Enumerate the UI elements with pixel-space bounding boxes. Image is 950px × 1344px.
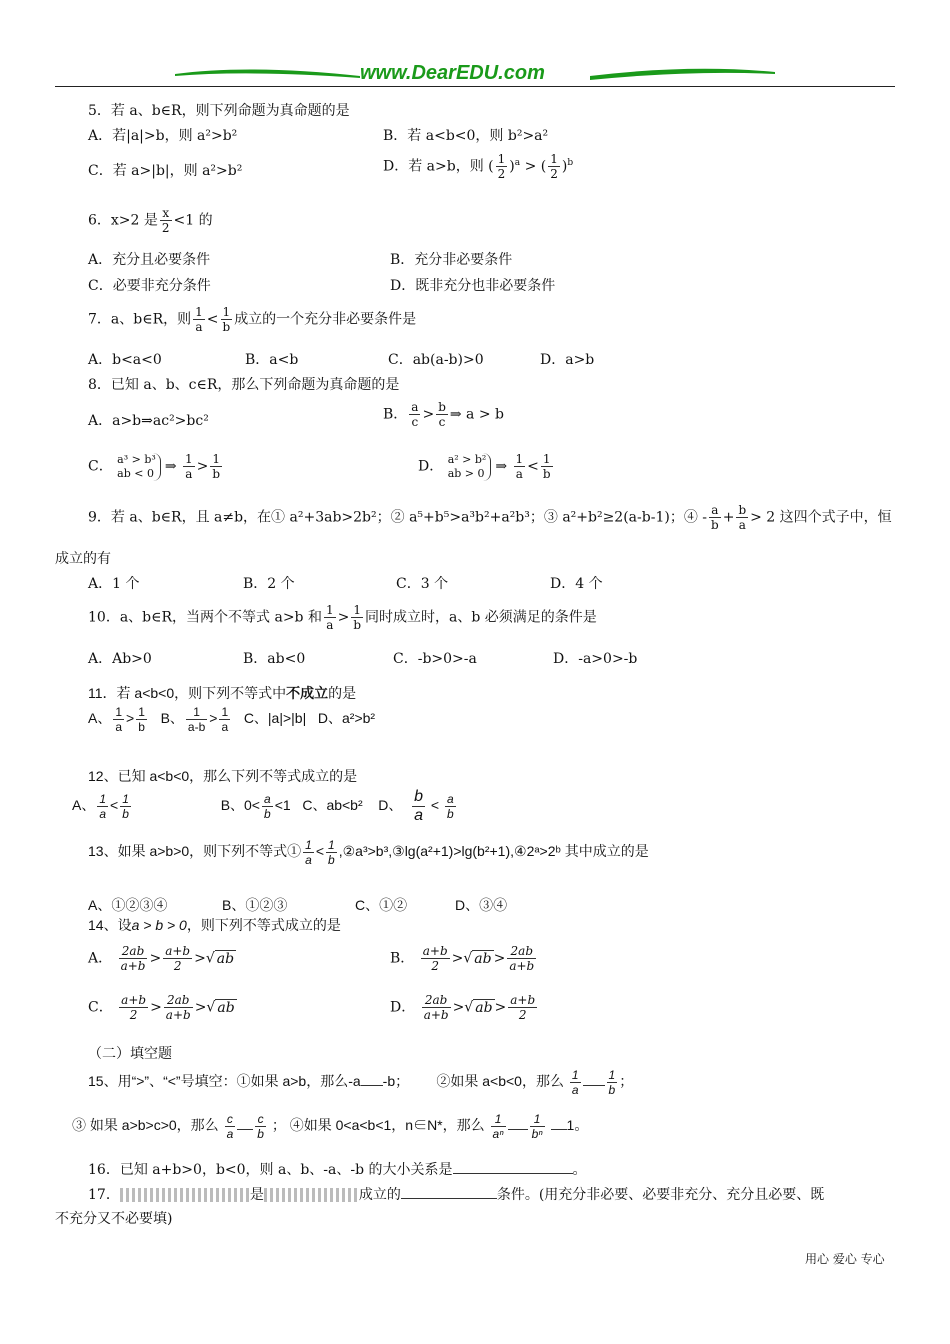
q13-option-b: B、①②③ <box>222 897 288 913</box>
q11-option-d: D、a²>b² <box>317 710 376 727</box>
fraction: $\frac{x}{2}$ <box>161 206 170 235</box>
q11-options: A、 $\frac{1}{a}$ > $\frac{1}{b}$ B、 $\frac{1}{a-b}$ > $\frac{1}{a}$ C、|a|>|b| D、a²>b² <box>88 705 376 734</box>
q8-option-c: C． a³ > b³ ab < 0 ⇒ $\frac{1}{a}$ > $\frac{1}{b}$ <box>88 452 221 481</box>
q5-option-b: B．若 a<b<0，则 b²>a² <box>383 128 549 144</box>
fraction: $\frac{1}{2}$ <box>550 152 558 181</box>
q5-option-d: D．若 a>b，则 ( $\frac{1}{2}$ )$^a$ > ( $\frac{1}{2}$ )$^b$ <box>383 152 574 181</box>
section-fill-in-title: （二）填空题 <box>88 1046 172 1062</box>
q6-option-a: A．充分且必要条件 <box>88 252 211 268</box>
q10-option-d: D．-a>0>-b <box>553 651 638 667</box>
header-rule <box>55 86 895 87</box>
q14-option-d: D． $\frac{2ab}{a+b}$ >√ ab > $\frac{a+b}{2}$ <box>390 993 536 1022</box>
q12-stem: 12、已知 a<b<0，那么下列不等式成立的是 <box>88 768 358 784</box>
q8-stem: 8．已知 a、b、c∈R，那么下列命题为真命题的是 <box>88 377 400 393</box>
q7-option-c: C．ab(a-b)>0 <box>388 352 484 368</box>
q7-stem: 7．a、b∈R，则 $\frac{1}{a}$ < $\frac{1}{b}$ 成立的一个充分非必要条件是 <box>88 305 417 334</box>
q9-stem-cont: 成立的有 <box>55 551 111 567</box>
q8-option-d: D． a² > b² ab > 0 ⇒ $\frac{1}{a}$ < $\frac{1}{b}$ <box>418 452 551 481</box>
q11-option-a: A、 <box>88 710 112 727</box>
q9-option-a: A．1 个 <box>88 576 140 592</box>
header-logo <box>170 62 780 86</box>
q8-option-b: B． $\frac{a}{c}$ > $\frac{b}{c}$ ⇒ a > b <box>383 400 504 429</box>
footer-text: 用心 爱心 专心 <box>805 1252 885 1266</box>
q6-option-d: D．既非充分也非必要条件 <box>390 278 556 294</box>
q7-option-b: B．a<b <box>245 352 299 368</box>
q13-option-a: A、①②③④ <box>88 897 168 913</box>
q17-condition-image-2 <box>264 1188 359 1202</box>
q14-stem: 14、设a > b > 0，则下列不等式成立的是 <box>88 917 341 933</box>
q7-option-d: D．a>b <box>540 352 595 368</box>
q7-option-a: A．b<a<0 <box>88 352 162 368</box>
q11-option-c: C、|a|>|b| <box>243 710 307 727</box>
q15-line1: 15、用“>”、“<”号填空：①如果 a>b，那么-a -b； ②如果 a<b<0，那么 $\frac{1}{a}$ $\frac{1}{b}$ ； <box>88 1068 634 1097</box>
q17-condition-image <box>120 1188 250 1202</box>
q10-option-a: A．Ab>0 <box>88 651 152 667</box>
q6-option-b: B．充分非必要条件 <box>390 252 513 268</box>
q13-stem: 13、如果 a>b>0，则下列不等式① $\frac{1}{a}$ < $\frac{1}{b}$ ,②a³>b³,③lg(a²+1)>lg(b²+1),④2ᵃ>2ᵇ 其中成立的是 <box>88 838 649 867</box>
q5-option-a: A．若|a|>b，则 a²>b² <box>88 128 238 144</box>
q11-stem: 11．若 a<b<0，则下列不等式中不成立的是 <box>88 685 357 701</box>
q6-stem: 6．x>2 是 $\frac{x}{2}$ <1 的 <box>88 206 213 235</box>
q8-option-a: A．a>b⇒ac²>bc² <box>88 413 209 429</box>
q10-option-b: B．ab<0 <box>243 651 306 667</box>
q5-option-d-label: D．若 a>b，则 <box>383 158 484 175</box>
q14-option-a: A． $\frac{2ab}{a+b}$ > $\frac{a+b}{2}$ >√ ab <box>88 944 235 973</box>
q9-option-c: C．3 个 <box>396 576 449 592</box>
logo-text: www.DearEDU.com <box>360 62 545 84</box>
q15-line2: ③ 如果 a>b>c>0，那么 $\frac{c}{a}$ $\frac{c}{b}$ ； ④如果 0<a<b<1，n∈N*，那么 $\frac{1}{\text{aⁿ}}$ $\frac{1}{\text{bⁿ}}$ 1。 <box>72 1112 589 1141</box>
q17: 17． 是 成立的 条件。(用充分非必要、必要非充分、充分且必要、既 <box>88 1187 825 1203</box>
q6-option-c: C．必要非充分条件 <box>88 278 211 294</box>
fraction: $\frac{1}{2}$ <box>497 152 506 181</box>
q12-options: A、 $\frac{1}{a}$ < $\frac{1}{b}$ B、0< $\frac{a}{b}$ <1 C、ab<b² D、 $\frac{b}{a}$ < $\frac{a}{b}$ <box>72 788 454 824</box>
q10-stem: 10．a、b∈R，当两个不等式 a>b 和 $\frac{1}{a}$ > $\frac{1}{b}$ 同时成立时，a、b 必须满足的条件是 <box>88 603 597 632</box>
q9-option-b: B．2 个 <box>243 576 295 592</box>
q5-stem: 5．若 a、b∈R，则下列命题为真命题的是 <box>88 103 350 119</box>
q12-option-c: C、ab<b² <box>302 797 363 814</box>
q11-option-b: B、 <box>160 710 184 727</box>
q14-option-b: B． $\frac{a+b}{2}$ >√ ab > $\frac{2ab}{a+b}$ <box>390 944 535 973</box>
q12-option-b: B、0< <box>220 797 260 814</box>
q9-stem: 9．若 a、b∈R，且 a≠b，在① a²+3ab>2b²；② a⁵+b⁵>a³b²+a²b³；③ a²+b²≥2(a-b-1)；④ - $\frac{a}{b}$ + $\frac{b}{a}$ > 2 这四个式子中，恒 <box>88 503 892 532</box>
q10-option-c: C．-b>0>-a <box>393 651 477 667</box>
q14-option-c: C． $\frac{a+b}{2}$ > $\frac{2ab}{a+b}$ >√ ab <box>88 993 235 1022</box>
q12-option-d: D、 <box>378 797 403 814</box>
q13-option-c: C、①② <box>355 897 408 913</box>
q5-option-c: C．若 a>|b|，则 a²>b² <box>88 163 243 179</box>
q17-cont: 不充分又不必要填) <box>55 1211 173 1227</box>
q16: 16．已知 a+b>0，b<0，则 a、b、-a、-b 的大小关系是 。 <box>88 1162 587 1178</box>
q12-option-a: A、 <box>72 797 96 814</box>
q9-option-d: D．4 个 <box>550 576 603 592</box>
q13-option-d: D、③④ <box>455 897 508 913</box>
